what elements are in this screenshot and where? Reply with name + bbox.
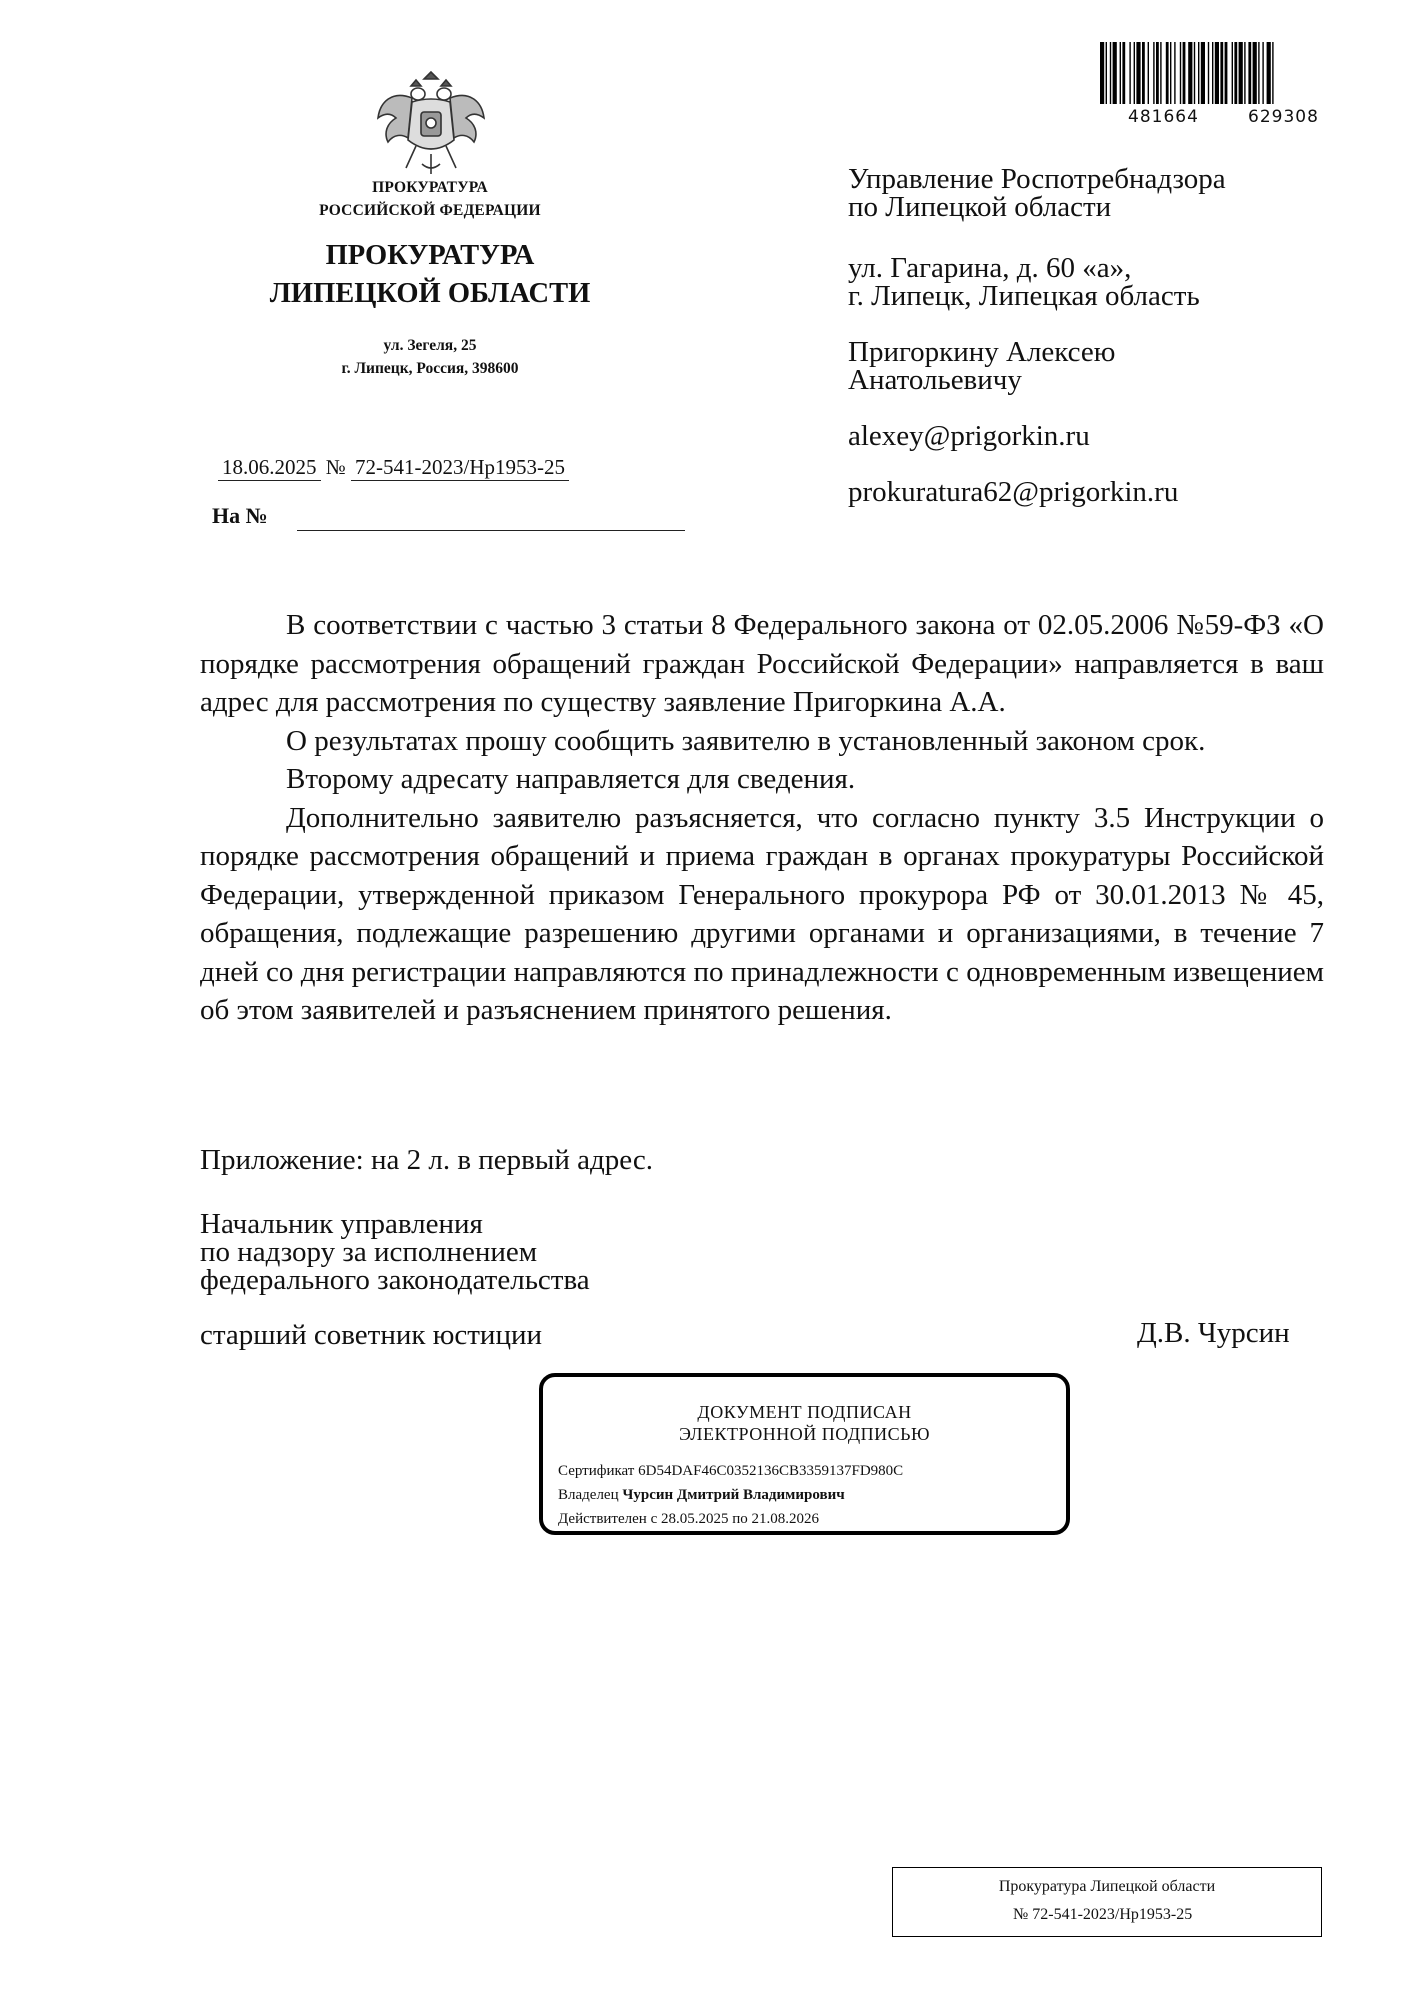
number-sign: № <box>325 455 346 479</box>
addressee-person <box>848 338 1115 394</box>
stamp-title-line-1: ДОКУМЕНТ ПОДПИСАН <box>697 1402 912 1422</box>
org-name-big <box>200 237 660 313</box>
registration-box-no-sign: № <box>1013 1906 1029 1923</box>
stamp-valid-to-label: по <box>732 1511 748 1527</box>
org-address-line-2: г. Липецк, Россия, 398600 <box>341 360 519 377</box>
stamp-cert-label: Сертификат <box>558 1463 635 1479</box>
stamp-certificate <box>558 1462 903 1480</box>
org-small-line-1: ПРОКУРАТУРА <box>372 179 488 196</box>
signer-title-1: Начальник управления <box>200 1208 483 1240</box>
registration-box-org: Прокуратура Липецкой области <box>998 1878 1216 1895</box>
stamp-valid-label: Действителен <box>558 1511 647 1527</box>
registration-box-number-line <box>1013 1906 1192 1924</box>
stamp-title-line-2: ЭЛЕКТРОННОЙ ПОДПИСЬЮ <box>679 1424 930 1444</box>
outgoing-registration <box>218 454 569 480</box>
org-name-small <box>200 176 660 222</box>
stamp-cert-value: 6D54DAF46C0352136CB3359137FD980C <box>638 1463 904 1479</box>
stamp-valid-from: 28.05.2025 <box>660 1511 729 1527</box>
stamp-valid-from-label: с <box>650 1511 658 1527</box>
org-big-line-2: ЛИПЕЦКОЙ ОБЛАСТИ <box>269 278 591 309</box>
signer-rank: старший советник юстиции <box>200 1319 542 1351</box>
org-address <box>200 334 660 380</box>
addressee-line-6: Анатольевичу <box>848 364 1022 396</box>
e-signature-stamp <box>539 1373 1070 1535</box>
org-small-line-2: РОССИЙСКОЙ ФЕДЕРАЦИИ <box>319 202 541 219</box>
body-paragraph-2: О результатах прошу сообщить заявителю в установленный законом срок. <box>286 724 1206 757</box>
stamp-owner-value: Чурсин Дмитрий Владимирович <box>622 1487 845 1503</box>
org-big-line-1: ПРОКУРАТУРА <box>325 240 535 271</box>
body-paragraph-1: В соответствии с частью 3 статьи 8 Федерального закона от 02.05.2006 №59-ФЗ «О порядке рассмотрения обращений граждан Российской Федерации» направляется в ваш адрес для рассмотрения по существу заявление Пригоркина А.А. <box>200 609 1324 718</box>
signer-title-2: по надзору за исполнением <box>200 1236 538 1268</box>
signer-name: Д.В. Чурсин <box>1137 1317 1290 1349</box>
addressee-org <box>848 165 1226 221</box>
stamp-owner <box>558 1486 845 1504</box>
addressee-email-2: prokuratura62@prigorkin.ru <box>848 476 1179 508</box>
addressee-address <box>848 254 1200 310</box>
addressee-line-4: г. Липецк, Липецкая область <box>848 280 1200 312</box>
barcode-number-right: 629308 <box>1248 107 1319 127</box>
registration-date: 18.06.2025 <box>218 455 321 481</box>
barcode-icon <box>1098 42 1366 112</box>
registration-box <box>892 1867 1322 1937</box>
addressee-line-2: по Липецкой области <box>848 191 1112 223</box>
stamp-title <box>543 1401 1066 1445</box>
barcode-number-left: 481664 <box>1128 107 1199 127</box>
body-paragraph-3: Второму адресату направляется для сведения. <box>286 763 856 795</box>
addressee-line-3: ул. Гагарина, д. 60 «а», <box>848 252 1132 284</box>
signer-title-3: федерального законодательства <box>200 1264 590 1296</box>
org-address-line-1: ул. Зегеля, 25 <box>383 337 477 354</box>
signer-position <box>200 1210 590 1294</box>
incoming-ref-blank <box>297 530 685 531</box>
addressee-email-1: alexey@prigorkin.ru <box>848 420 1090 452</box>
stamp-valid-to: 21.08.2026 <box>751 1511 820 1527</box>
registration-box-number: 72-541-2023/Нр1953-25 <box>1032 1906 1193 1923</box>
addressee-line-1: Управление Роспотребнадзора <box>848 163 1226 195</box>
registration-number: 72-541-2023/Нр1953-25 <box>351 455 569 481</box>
stamp-validity <box>558 1510 819 1528</box>
attachment-note: Приложение: на 2 л. в первый адрес. <box>200 1144 653 1176</box>
coat-of-arms-icon <box>372 68 490 180</box>
body-paragraph-4: Дополнительно заявителю разъясняется, что согласно пункту 3.5 Инструкции о порядке рассмотрения обращений и приема граждан в органах прокуратуры Российской Федерации, утвержденной приказом Генерального прокурора РФ от 30.01.2013 № 45, обращения, подлежащие разрешению другими органами и организациями, в течение 7 дней со дня регистрации направляются по принадлежности с одновременным извещением об этом заявителей и разъяснением принятого решения. <box>200 801 1324 1026</box>
stamp-owner-label: Владелец <box>558 1487 619 1503</box>
incoming-ref-label: На № <box>212 503 268 528</box>
addressee-line-5: Пригоркину Алексею <box>848 336 1116 368</box>
letter-body <box>200 606 1324 1030</box>
